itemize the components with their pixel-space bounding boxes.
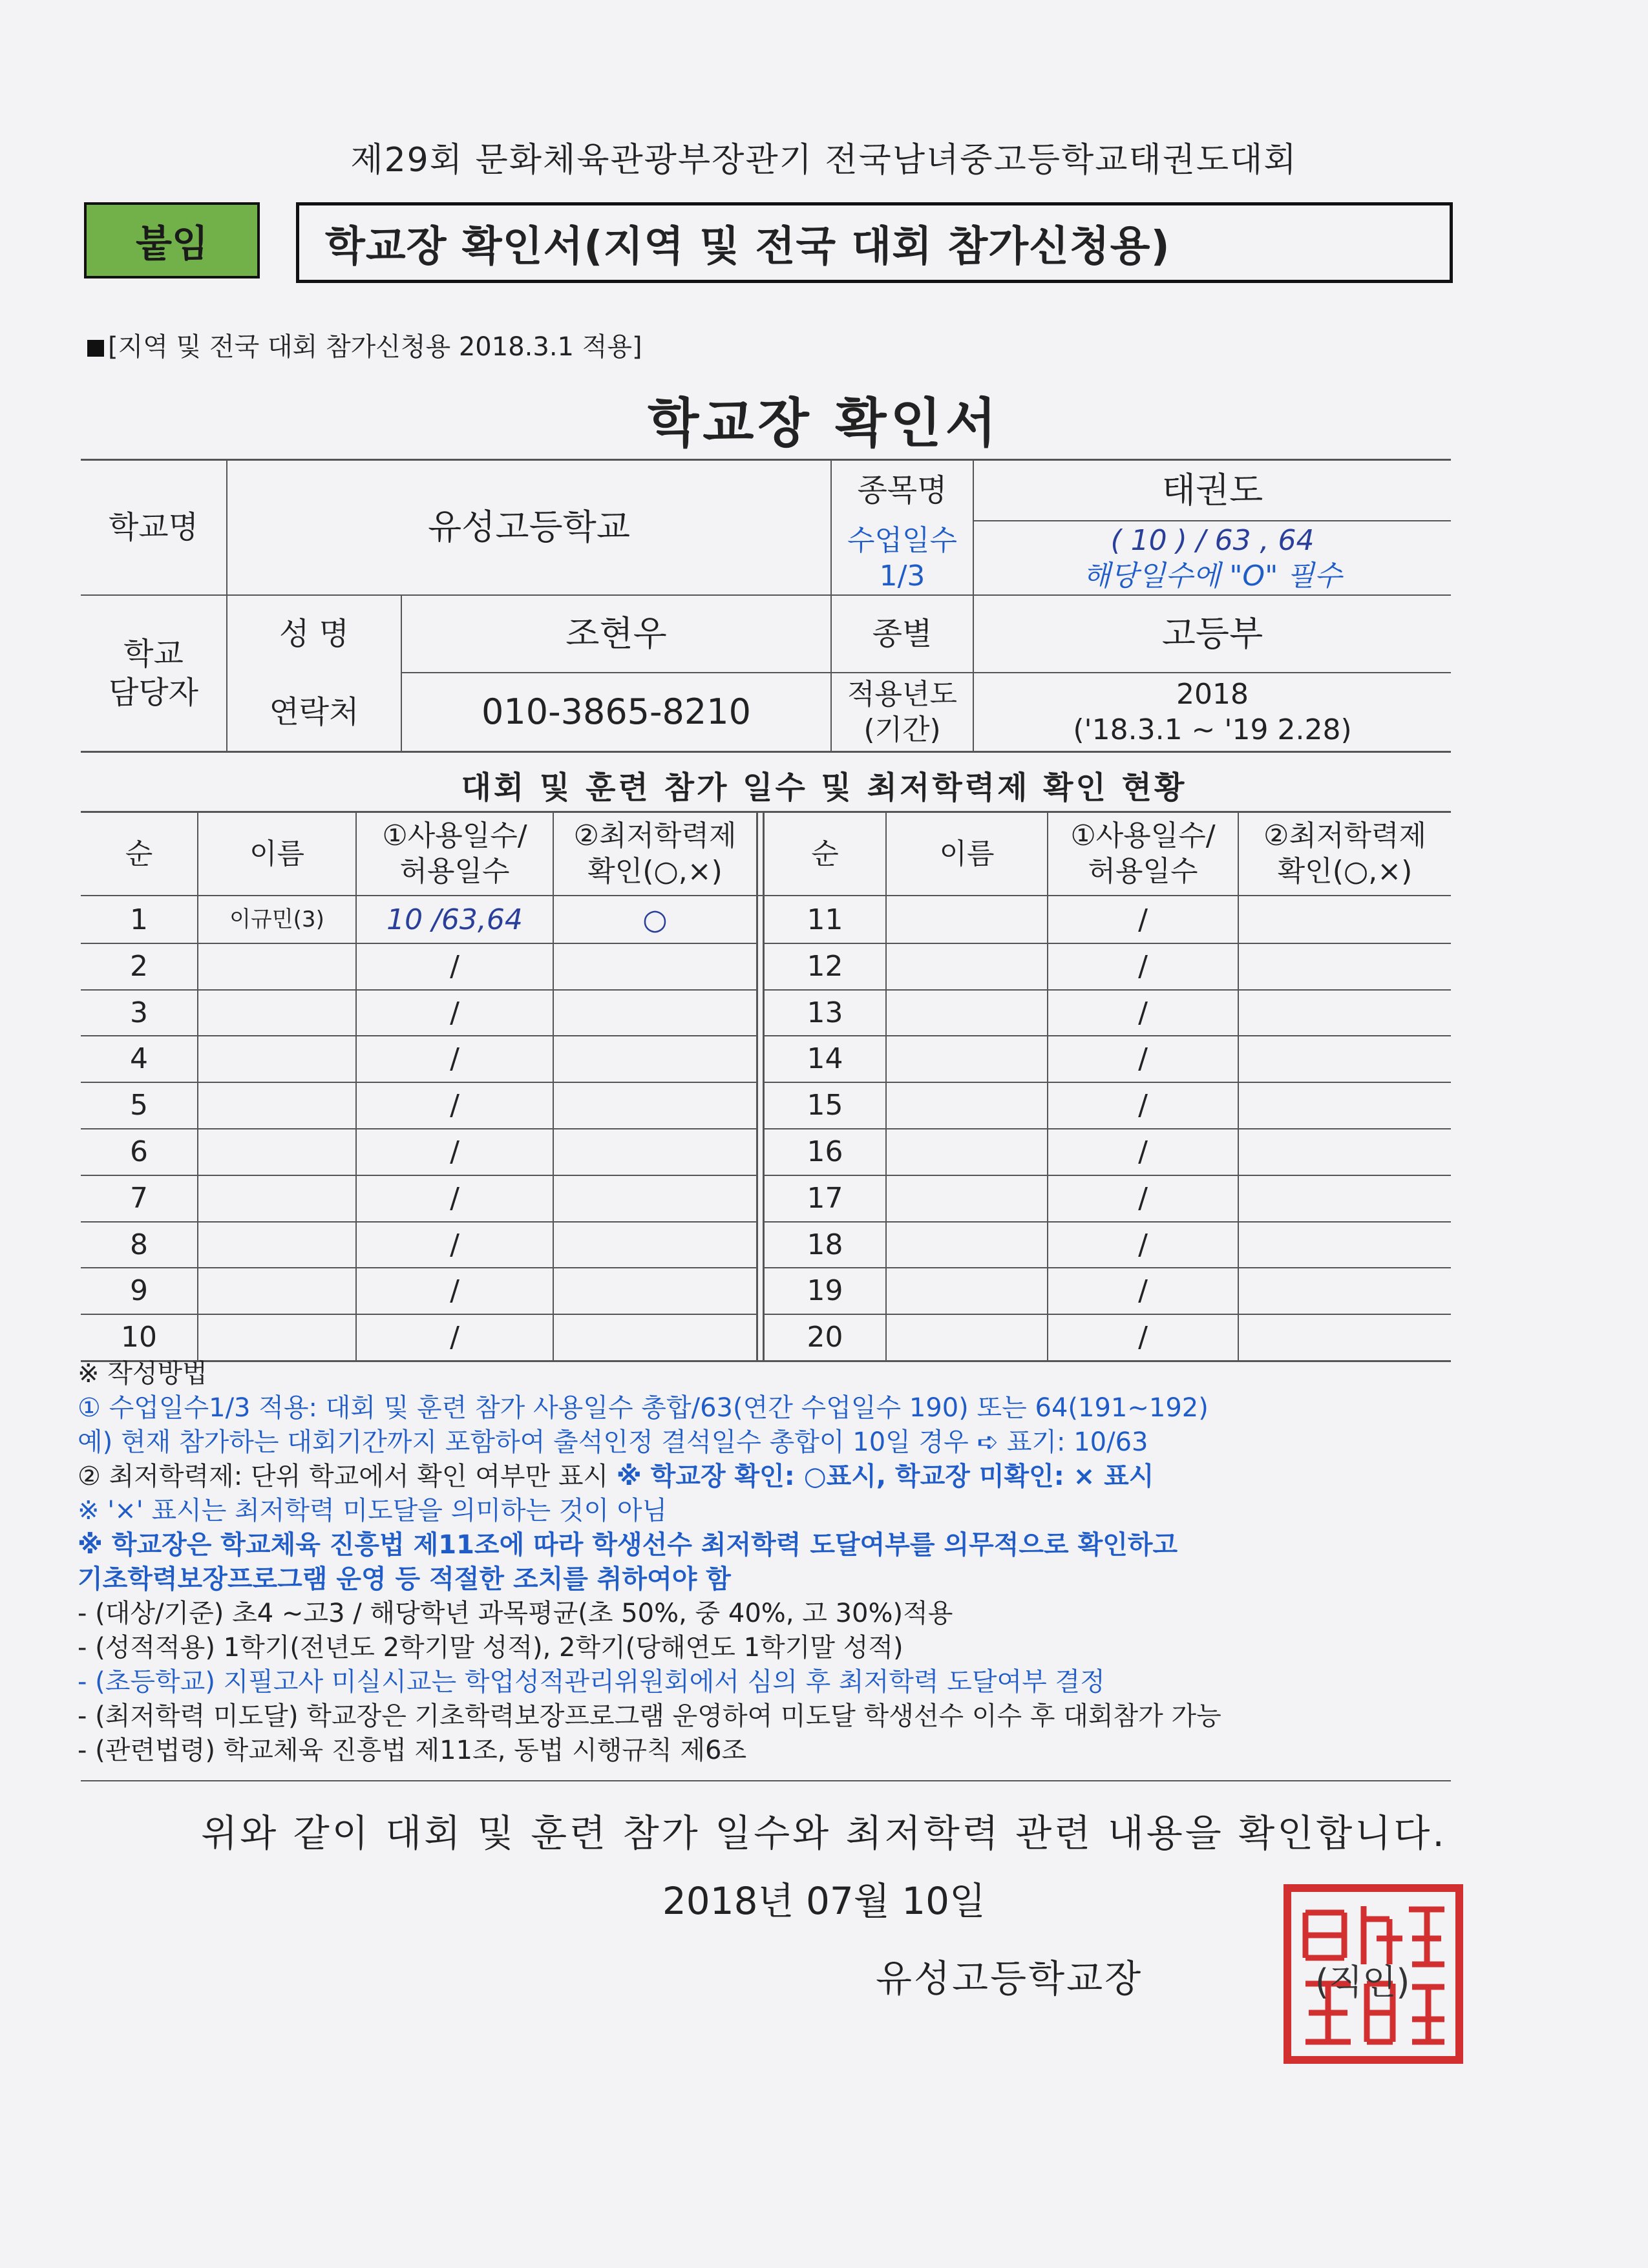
row-number-right: 15 [807, 1088, 843, 1122]
confirmation-statement: 위와 같이 대회 및 훈련 참가 일수와 최저학력 관련 내용을 확인합니다. [201, 1811, 1447, 1855]
detail-1: - (대상/기준) 초4 ~고3 / 해당학년 과목평균(초 50%, 중 40%, 고 30%)적용 [78, 1599, 953, 1628]
year-value-2: ('18.3.1 ~ '19 2.28) [1073, 713, 1352, 746]
header-min-line1: ②최저학력제 [573, 819, 737, 852]
note-2d: 기초학력보장프로그램 운영 등 적절한 조치를 취하여야 함 [78, 1564, 731, 1594]
row-number-left: 1 [130, 903, 148, 936]
detail-3: - (초등학교) 지필고사 미실시교는 학업성적관리위원회에서 심의 후 최저학력 도달여부 결정 [78, 1667, 1105, 1697]
notes-divider [81, 1780, 1451, 1781]
row-number-right: 14 [807, 1042, 843, 1075]
row-number-right: 13 [807, 996, 843, 1029]
year-label [832, 673, 973, 751]
row-check-right [1239, 896, 1451, 943]
row-name-right [887, 1314, 1047, 1360]
school-name-label: 학교명 [108, 509, 199, 545]
principal-title: 유성고등학교장 [876, 1957, 1143, 2000]
row-name-right [887, 1082, 1047, 1128]
notes-heading: ※ 작성방법 [78, 1359, 207, 1389]
sport-label: 종목명 [857, 472, 947, 509]
row-name-left: 이규민(3) [229, 906, 324, 932]
row-check-left [554, 1035, 756, 1082]
row-days-left: / [450, 1320, 460, 1354]
header-min-line2: 확인(○,×) [587, 855, 723, 888]
row-number-right: 20 [807, 1320, 843, 1354]
row-check-left [554, 943, 756, 989]
row-check-left [554, 1082, 756, 1128]
row-check-left: ○ [642, 903, 668, 936]
header-days-line1: ①사용일수/ [1070, 819, 1216, 852]
contact-label: 연락처 [269, 694, 359, 730]
row-days-right: / [1138, 1135, 1148, 1168]
manager-label-2: 담당자 [108, 675, 199, 711]
subnote-text: [지역 및 전국 대회 참가신청용 2018.3.1 적용] [108, 332, 642, 362]
row-check-left [554, 1221, 756, 1268]
header-days-right [1048, 812, 1238, 895]
row-name-right [887, 943, 1047, 989]
header-days-line1: ①사용일수/ [382, 819, 527, 852]
header-name-left: 이름 [249, 837, 304, 870]
row-days-right: / [1138, 1228, 1148, 1261]
row-number-left: 5 [130, 1088, 148, 1122]
contact-value: 010-3865-8210 [481, 691, 751, 733]
row-check-right [1239, 1082, 1451, 1128]
header-name-right: 이름 [939, 837, 995, 870]
row-days-right: / [1138, 949, 1148, 983]
row-number-left: 4 [130, 1042, 148, 1075]
class-days-label [832, 521, 973, 594]
event-title: 제29회 문화체육관광부장관기 전국남녀중고등학교태권도대회 [350, 141, 1298, 180]
row-name-right [887, 1128, 1047, 1175]
row-days-right: / [1138, 903, 1148, 936]
header-days-line2: 허용일수 [1088, 855, 1198, 888]
division-label: 종별 [872, 616, 933, 652]
row-name-right [887, 1175, 1047, 1221]
row-number-left: 2 [130, 949, 148, 983]
manager-label [81, 596, 226, 751]
row-name-left [198, 1128, 355, 1175]
row-name-left [198, 1035, 355, 1082]
form-subnote [87, 326, 642, 363]
grid-title: 대회 및 훈련 참가 일수 및 최저학력제 확인 현황 [461, 770, 1187, 806]
row-check-left [554, 1267, 756, 1314]
row-name-right [887, 989, 1047, 1036]
header-days-line2: 허용일수 [399, 855, 510, 888]
class-days-note: 해당일수에 "O" 필수 [1083, 559, 1342, 593]
detail-2: - (성적적용) 1학기(전년도 2학기말 성적), 2학기(당해연도 1학기말 성적) [78, 1633, 903, 1663]
row-name-right [887, 1267, 1047, 1314]
row-check-right [1239, 1128, 1451, 1175]
row-days-right: / [1138, 1274, 1148, 1307]
class-days-label-2: 1/3 [879, 559, 925, 593]
row-number-right: 16 [807, 1135, 843, 1168]
note-2b: ※ '×' 표시는 최저학력 미도달을 의미하는 것이 아님 [78, 1496, 668, 1526]
row-check-right [1239, 943, 1451, 989]
row-days-right: / [1138, 1181, 1148, 1215]
note-2a [78, 1460, 1499, 1494]
row-check-right [1239, 989, 1451, 1036]
row-days-right: / [1138, 1042, 1148, 1075]
row-check-left [554, 1314, 756, 1360]
row-name-left [198, 1267, 355, 1314]
form-title: 학교장 확인서(지역 및 전국 대회 참가신청용) [296, 202, 1453, 283]
class-days-value [974, 521, 1451, 594]
row-days-left: / [450, 996, 460, 1029]
header-days-left [357, 812, 553, 895]
note-2c: ※ 학교장은 학교체육 진흥법 제11조에 따라 학생선수 최저학력 도달여부를 의무적으로 확인하고 [78, 1530, 1178, 1560]
header-no-right: 순 [811, 837, 839, 870]
row-number-left: 10 [121, 1320, 157, 1354]
row-name-right [887, 1221, 1047, 1268]
row-days-right: / [1138, 1320, 1148, 1354]
row-number-right: 19 [807, 1274, 843, 1307]
row-name-right [887, 1035, 1047, 1082]
row-check-right [1239, 1035, 1451, 1082]
row-number-left: 9 [130, 1274, 148, 1307]
row-number-right: 11 [807, 903, 843, 936]
row-number-left: 6 [130, 1135, 148, 1168]
document-title: 학교장 확인서 [648, 393, 1000, 454]
row-number-right: 12 [807, 949, 843, 983]
row-check-right [1239, 1221, 1451, 1268]
row-check-left [554, 989, 756, 1036]
person-name-value: 조현우 [565, 613, 667, 655]
row-check-right [1239, 1267, 1451, 1314]
row-number-right: 17 [807, 1181, 843, 1215]
row-number-left: 7 [130, 1181, 148, 1215]
row-name-left [198, 1175, 355, 1221]
row-name-left [198, 1314, 355, 1360]
detail-4: - (최저학력 미도달) 학교장은 기초학력보장프로그램 운영하여 미도달 학생선수 이수 후 대회참가 가능 [78, 1701, 1221, 1731]
header-min-line1: ②최저학력제 [1263, 819, 1426, 852]
year-label-2: (기간) [863, 713, 941, 746]
year-value-1: 2018 [1176, 678, 1249, 711]
class-days-label-1: 수업일수 [847, 523, 957, 557]
class-days-handwritten: ( 10 ) / 63 , 64 [1110, 523, 1315, 557]
row-days-left: / [450, 949, 460, 983]
person-name-label: 성 명 [279, 616, 349, 652]
header-min-left [554, 812, 756, 895]
header-min-line2: 확인(○,×) [1277, 855, 1413, 888]
note-1a: ① 수업일수1/3 적용: 대회 및 훈련 참가 사용일수 총합/63(연간 수업일수 190) 또는 64(191~192) [78, 1393, 1209, 1423]
row-name-left [198, 1221, 355, 1268]
row-check-left [554, 1175, 756, 1221]
school-name-value: 유성고등학교 [428, 507, 630, 548]
header-no-left: 순 [125, 837, 153, 870]
row-days-left: / [450, 1135, 460, 1168]
division-value: 고등부 [1161, 613, 1263, 655]
row-name-right [887, 896, 1047, 943]
row-days-left: / [450, 1274, 460, 1307]
row-number-right: 18 [807, 1228, 843, 1261]
row-name-left [198, 1082, 355, 1128]
row-check-left [554, 1128, 756, 1175]
row-name-left [198, 943, 355, 989]
row-number-left: 8 [130, 1228, 148, 1261]
note-2a-black: ② 최저학력제: 단위 학교에서 확인 여부만 표시 [78, 1462, 617, 1491]
year-label-1: 적용년도 [847, 678, 957, 711]
row-days-left: / [450, 1042, 460, 1075]
header-min-right [1239, 812, 1451, 895]
confirmation-date: 2018년 07월 10일 [662, 1879, 986, 1923]
row-check-right [1239, 1175, 1451, 1221]
attachment-badge: 붙임 [84, 202, 260, 278]
note-1b: 예) 현재 참가하는 대회기간까지 포함하여 출석인정 결석일수 총합이 10일 경우 ➪ 표기: 10/63 [78, 1427, 1148, 1457]
seal-label: (직인) [1315, 1962, 1410, 2002]
manager-label-1: 학교 [123, 636, 184, 672]
row-days-left: / [450, 1228, 460, 1261]
row-check-right [1239, 1314, 1451, 1360]
row-days-left: / [450, 1181, 460, 1215]
row-days-right: / [1138, 1088, 1148, 1122]
square-bullet-icon [87, 340, 104, 357]
row-days-right: / [1138, 996, 1148, 1029]
sport-value: 태권도 [1161, 469, 1263, 510]
row-number-left: 3 [130, 996, 148, 1029]
detail-5: - (관련법령) 학교체육 진흥법 제11조, 동법 시행규칙 제6조 [78, 1736, 747, 1765]
row-name-left [198, 989, 355, 1036]
note-2a-blue: ※ 학교장 확인: ○표시, 학교장 미확인: × 표시 [616, 1462, 1154, 1491]
year-value [974, 673, 1451, 751]
row-days-left: 10 /63,64 [386, 903, 523, 936]
instructions [78, 1357, 1499, 1768]
row-days-left: / [450, 1088, 460, 1122]
